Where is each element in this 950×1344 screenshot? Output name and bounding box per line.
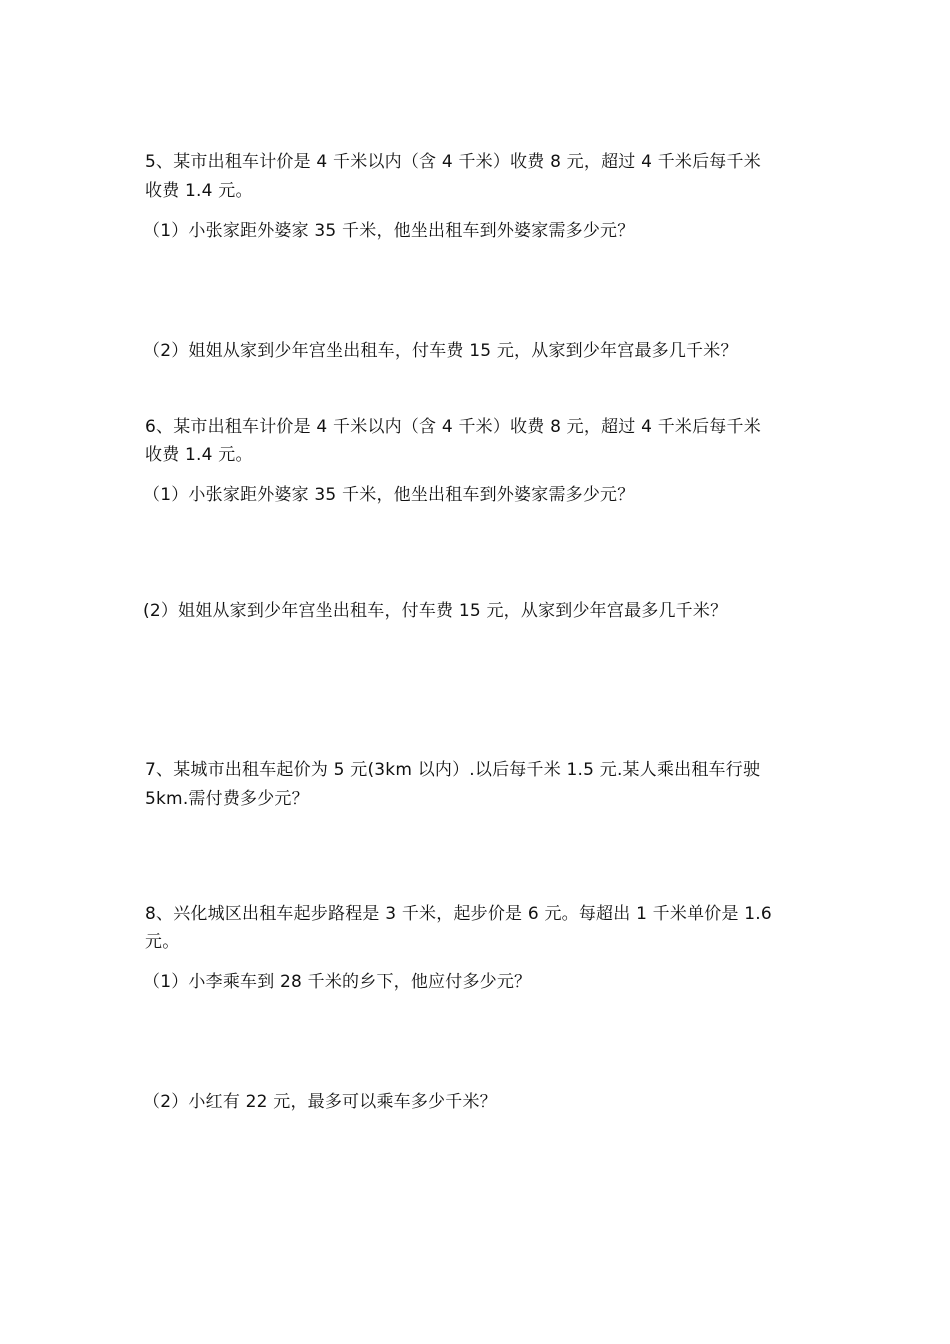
question-8-part-2: （2）小红有 22 元，最多可以乘车多少千米？ (143, 1092, 497, 1112)
question-6-stem-line-1: 6、某市出租车计价是 4 千米以内（含 4 千米）收费 8 元，超过 4 千米后每千米 (145, 417, 761, 437)
question-5-part-1: （1）小张家距外婆家 35 千米，他坐出租车到外婆家需多少元？ (143, 221, 635, 241)
question-6-stem-line-2: 收费 1.4 元。 (145, 445, 253, 465)
question-8-stem-line-1: 8、兴化城区出租车起步路程是 3 千米，起步价是 6 元。每超出 1 千米单价是 1.6 (145, 904, 772, 924)
question-5-stem-line-2: 收费 1.4 元。 (145, 181, 253, 201)
question-7-stem-line-2: 5km.需付费多少元？ (145, 789, 309, 809)
question-8-part-1: （1）小李乘车到 28 千米的乡下，他应付多少元？ (143, 972, 532, 992)
question-8-stem-line-2: 元。 (145, 932, 180, 952)
question-5-stem-line-1: 5、某市出租车计价是 4 千米以内（含 4 千米）收费 8 元，超过 4 千米后每千米 (145, 152, 761, 172)
question-7-stem-line-1: 7、某城市出租车起价为 5 元(3km 以内）.以后每千米 1.5 元.某人乘出租车行驶 (145, 760, 761, 780)
question-5-part-2: （2）姐姐从家到少年宫坐出租车，付车费 15 元，从家到少年宫最多几千米？ (143, 341, 738, 361)
question-6-part-2: (2）姐姐从家到少年宫坐出租车，付车费 15 元，从家到少年宫最多几千米？ (143, 601, 728, 621)
question-6-part-1: （1）小张家距外婆家 35 千米，他坐出租车到外婆家需多少元？ (143, 485, 635, 505)
